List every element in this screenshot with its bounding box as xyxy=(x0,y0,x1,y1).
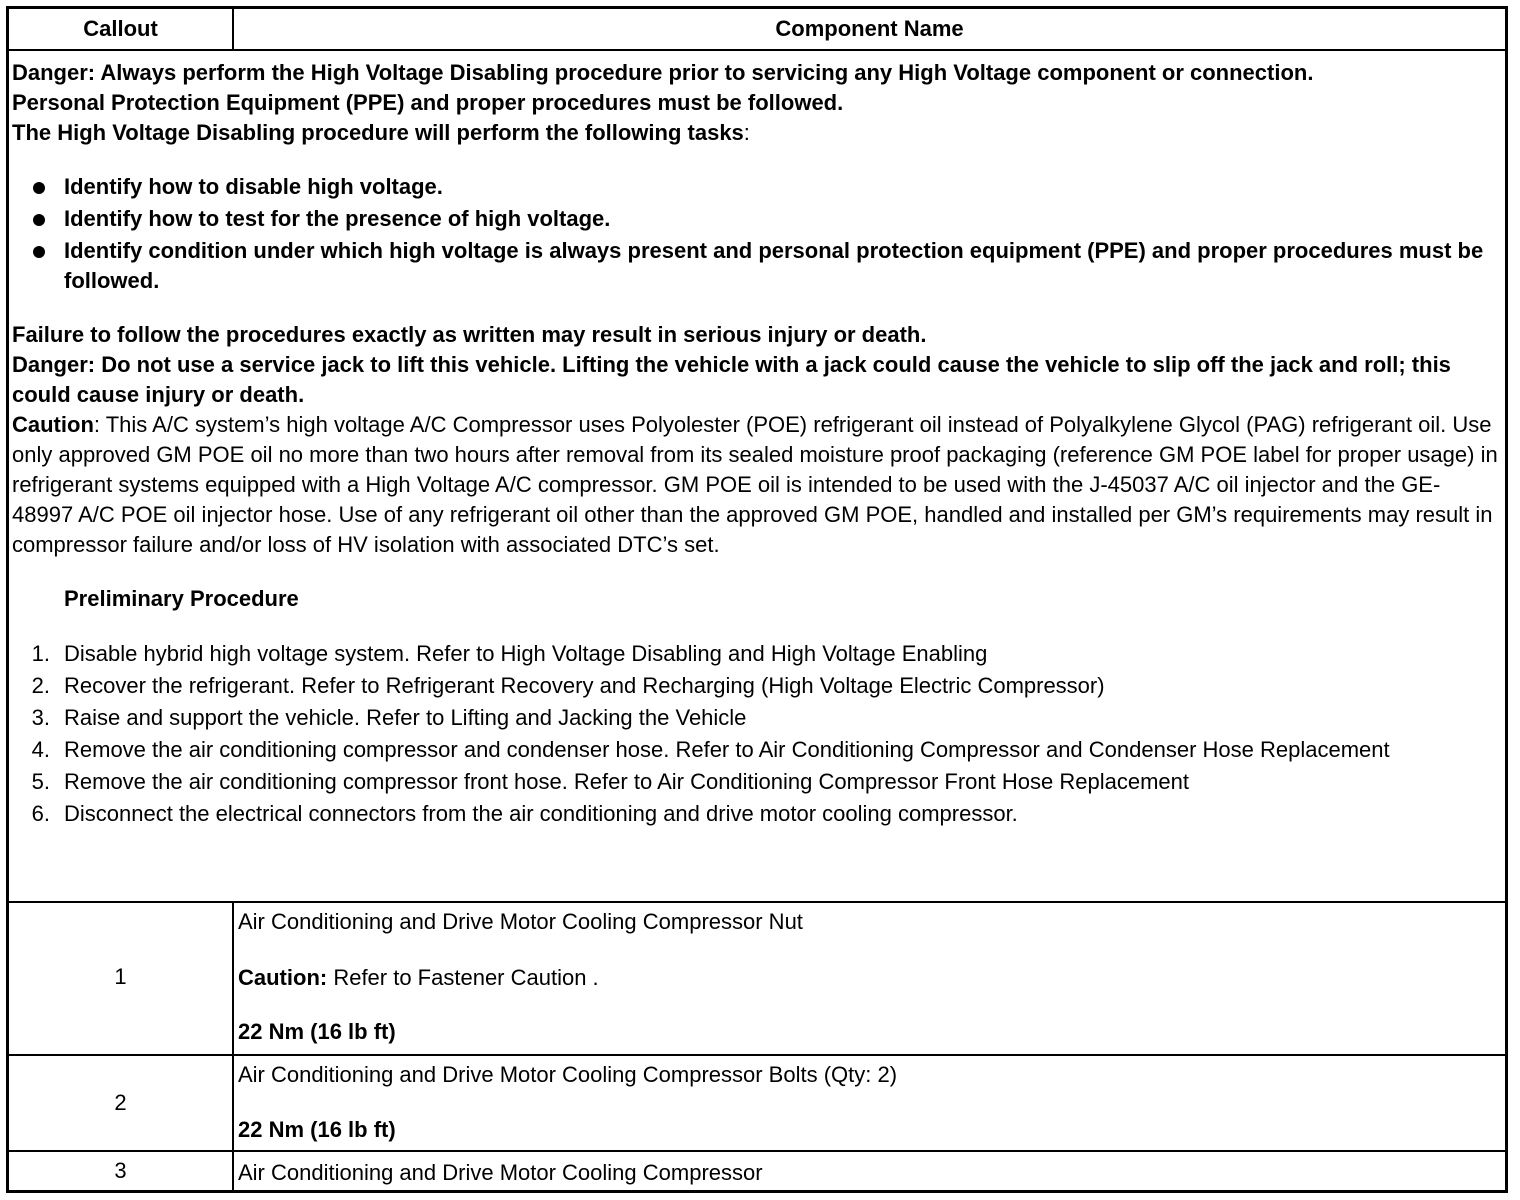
list-item: 3. Raise and support the vehicle. Refer to Lifting and Jacking the Vehicle xyxy=(31,705,747,730)
list-item: Identify condition under which high voltage is always present and personal protection equipment (PPE) and proper procedures must be followed. xyxy=(12,236,1499,296)
jack-danger: Danger: Do not use a service jack to lift this vehicle. Lifting the vehicle with a jack could cause the vehicle to slip off the jack and roll; this could cause injury or death. xyxy=(12,352,1451,407)
danger-text: Danger: Always perform the High Voltage Disabling procedure prior to servicing any High Voltage component or connection. xyxy=(12,60,1314,85)
tasks-list xyxy=(12,172,1499,296)
component-name: Air Conditioning and Drive Motor Cooling Compressor Bolts (Qty: 2) xyxy=(238,1062,898,1087)
bullet-icon xyxy=(33,182,45,194)
tasks-intro: The High Voltage Disabling procedure will perform the following tasks: xyxy=(12,120,750,145)
preliminary-title: Preliminary Procedure xyxy=(64,586,299,611)
torque-spec: 22 Nm (16 lb ft) xyxy=(238,1019,396,1044)
row-divider xyxy=(9,49,1505,51)
list-item: Identify how to disable high voltage. xyxy=(12,172,1499,202)
callout-number: 2 xyxy=(114,1090,127,1115)
column-divider xyxy=(232,901,234,1190)
callout-number: 1 xyxy=(114,964,127,989)
steps-list xyxy=(12,639,1499,829)
bullet-icon xyxy=(33,214,45,226)
ppe-text: Personal Protection Equipment (PPE) and proper procedures must be followed. xyxy=(12,90,844,115)
caution-note: Caution: Refer to Fastener Caution . xyxy=(238,965,599,990)
list-item: 2. Recover the refrigerant. Refer to Refrigerant Recovery and Recharging (High Voltage Electric Compressor) xyxy=(31,673,1105,698)
component-cell xyxy=(238,1158,1499,1188)
header-callout: Callout xyxy=(83,16,158,41)
list-item: 6. Disconnect the electrical connectors from the air conditioning and drive motor cooling compressor. xyxy=(31,801,1018,826)
torque-spec: 22 Nm (16 lb ft) xyxy=(238,1117,396,1142)
list-item: 4. Remove the air conditioning compressor and condenser hose. Refer to Air Conditioning Compressor and Condenser Hose Replacement xyxy=(31,737,1390,762)
bullet-icon xyxy=(33,246,45,258)
list-item: 5. Remove the air conditioning compressor front hose. Refer to Air Conditioning Compressor Front Hose Replacement xyxy=(31,769,1189,794)
list-item: Identify how to test for the presence of high voltage. xyxy=(12,204,1499,234)
list-item: 1. Disable hybrid high voltage system. Refer to High Voltage Disabling and High Voltage Enabling xyxy=(31,641,988,666)
notice-block xyxy=(12,58,1499,829)
caution-paragraph: Caution: This A/C system’s high voltage A/C Compressor uses Polyolester (POE) refrigerant oil instead of Polyalkylene Glycol (PAG) refrigerant oil. Use only approved GM POE oil no more than two hours after removal from its sealed moisture proof packaging (reference GM POE label for proper usage) in refrigerant systems equipped with a High Voltage A/C compressor. GM POE oil is intended to be used with the J-45037 A/C oil injector and the GE-48997 A/C POE oil injector hose. Use of any refrigerant oil other than the approved GM POE, handled and installed per GM’s requirements may result in compressor failure and/or loss of HV isolation with associated DTC’s set. xyxy=(12,412,1498,557)
failure-warning: Failure to follow the procedures exactly as written may result in serious injury or death. xyxy=(12,322,927,347)
procedure-table xyxy=(6,6,1508,1193)
component-name: Air Conditioning and Drive Motor Cooling Compressor Nut xyxy=(238,909,803,934)
callout-number: 3 xyxy=(114,1158,127,1183)
component-cell xyxy=(238,1060,1499,1145)
component-cell xyxy=(238,907,1499,1047)
component-name: Air Conditioning and Drive Motor Cooling Compressor xyxy=(238,1160,763,1185)
header-component-name: Component Name xyxy=(775,16,964,41)
column-divider xyxy=(232,9,234,49)
